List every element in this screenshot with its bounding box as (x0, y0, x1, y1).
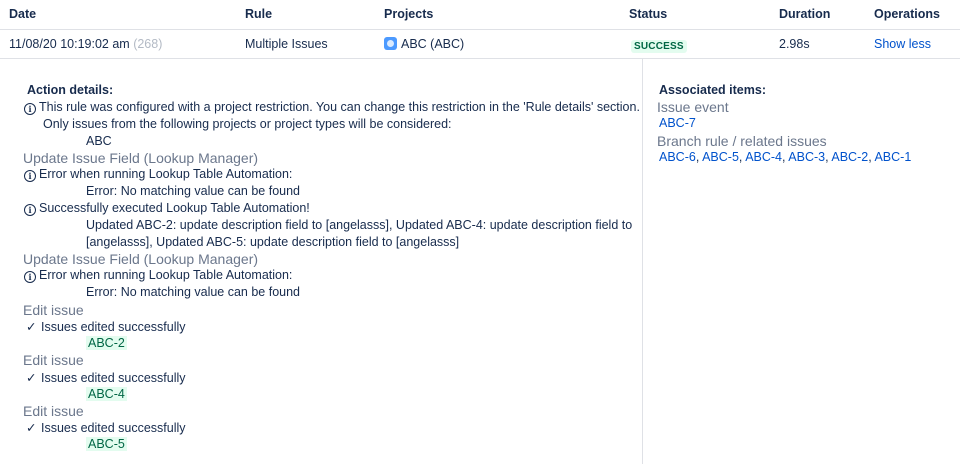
table-row (0, 30, 960, 59)
related-issue-link[interactable]: ABC-1 (874, 150, 912, 164)
row-duration: 2.98s (779, 37, 810, 51)
edit-issue-title: Edit issue (23, 352, 84, 368)
section-title: Update Issue Field (Lookup Manager) (23, 251, 259, 267)
update-detail-line1: Updated ABC-2: update description field to [angelasss], Updated ABC-4: update description field to (86, 218, 633, 232)
check-icon: ✓ (26, 320, 37, 334)
restriction-project: ABC (86, 134, 112, 148)
edit-success (26, 420, 186, 435)
header-rule: Rule (245, 7, 273, 21)
branch-issues: ABC-6, ABC-5, ABC-4, ABC-3, ABC-2, ABC-1 (659, 150, 912, 164)
edit-success-text: Issues edited successfully (41, 421, 186, 435)
section-title: Update Issue Field (Lookup Manager) (23, 150, 259, 166)
panel-divider (642, 59, 643, 464)
edit-success-text: Issues edited successfully (41, 320, 186, 334)
show-less-link[interactable]: Show less (874, 37, 931, 51)
edit-issue-title: Edit issue (23, 302, 84, 318)
error-message (24, 268, 292, 283)
row-rule: Multiple Issues (245, 37, 328, 51)
related-issue-link[interactable]: ABC-4 (745, 150, 783, 164)
issue-chip[interactable]: ABC-4 (88, 387, 125, 401)
success-message-text: Successfully executed Lookup Table Automation! (39, 201, 310, 215)
edit-issue-title: Edit issue (23, 403, 84, 419)
header-operations: Operations (874, 7, 940, 21)
restriction-message (24, 100, 640, 115)
row-count: (268) (133, 37, 163, 51)
info-icon: i (24, 271, 36, 283)
related-issue-link[interactable]: ABC-5 (702, 150, 739, 164)
error-detail: Error: No matching value can be found (86, 184, 301, 198)
row-project (384, 37, 464, 51)
check-icon: ✓ (26, 421, 37, 435)
success-message (24, 201, 310, 216)
check-icon: ✓ (26, 371, 37, 385)
update-detail-line2: [angelasss], Updated ABC-5: update description field to [angelasss] (86, 235, 460, 249)
project-avatar-icon (384, 37, 397, 50)
header-projects: Projects (384, 7, 434, 21)
table-header (0, 0, 960, 30)
row-project-name: ABC (ABC) (401, 37, 465, 51)
header-date: Date (9, 7, 37, 21)
related-issue-link[interactable]: ABC-3 (788, 150, 826, 164)
issue-chip[interactable]: ABC-5 (88, 437, 125, 451)
header-duration: Duration (779, 7, 831, 21)
restriction-line2: Only issues from the following projects or project types will be considered: (43, 117, 452, 131)
header-status: Status (629, 7, 668, 21)
row-status (631, 38, 687, 53)
error-message-text: Error when running Lookup Table Automation: (39, 167, 293, 181)
restriction-line1: This rule was configured with a project restriction. You can change this restriction in the 'Rule details' section. (39, 100, 640, 114)
row-date (9, 37, 162, 51)
info-icon: i (24, 170, 36, 182)
edit-success (26, 319, 186, 334)
info-icon: i (24, 103, 36, 115)
info-icon: i (24, 204, 36, 216)
error-message (24, 167, 292, 182)
row-date-value: 11/08/20 10:19:02 am (9, 37, 130, 51)
edit-success-text: Issues edited successfully (41, 371, 186, 385)
related-issue-link[interactable]: ABC-6 (659, 150, 696, 164)
status-badge: SUCCESS (631, 40, 687, 53)
issue-chip[interactable]: ABC-2 (88, 336, 125, 350)
error-detail: Error: No matching value can be found (86, 285, 301, 299)
action-details-title: Action details: (27, 83, 114, 97)
branch-label: Branch rule / related issues (657, 133, 827, 149)
associated-title: Associated items: (659, 83, 766, 97)
issue-event-link[interactable]: ABC-7 (659, 116, 696, 130)
error-message-text: Error when running Lookup Table Automation: (39, 268, 293, 282)
related-issue-link[interactable]: ABC-2 (831, 150, 869, 164)
edit-success (26, 370, 186, 385)
issue-event-label: Issue event (657, 99, 729, 115)
